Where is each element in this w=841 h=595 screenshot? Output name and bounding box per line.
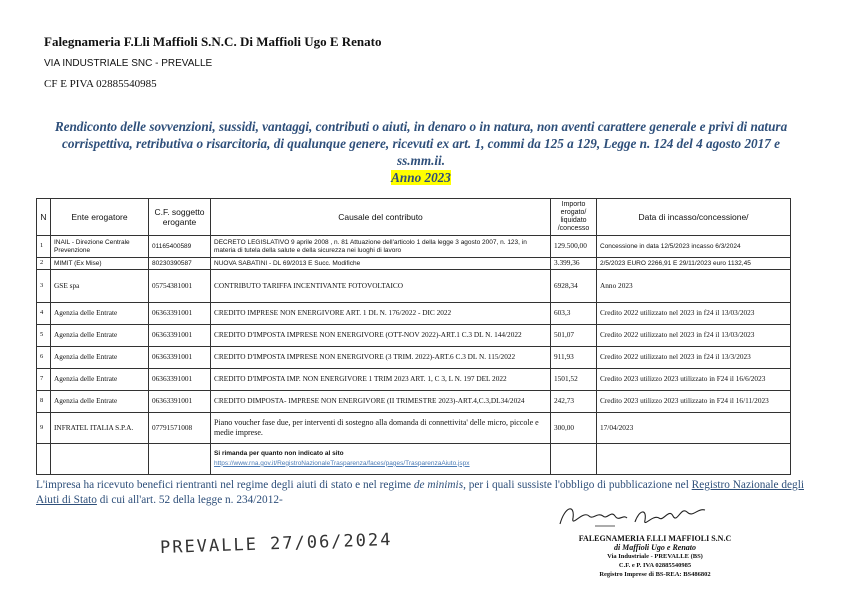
- row-importo: 501,07: [551, 325, 597, 347]
- stamp-line-1: FALEGNAMERIA F.LLI MAFFIOLI S.N.C: [578, 534, 732, 543]
- row-importo: 603,3: [551, 303, 597, 325]
- row-data: Credito 2022 utilizzato nel 2023 in f24 il 13/03/2023: [597, 303, 791, 325]
- row-n: 4: [37, 303, 51, 325]
- row-causale: NUOVA SABATINI - DL 69/2013 E Succ. Modifiche: [211, 258, 551, 270]
- row-ente: Agenzia delle Entrate: [51, 303, 149, 325]
- title-text: Rendiconto delle sovvenzioni, sussidi, vantaggi, contributi o aiuti, in denaro o in natura, non aventi carattere generale e privi di natura corrispettiva, retributiva o risarcitoria, di qualunque genere, ricevuti ex art. 1, commi da 125 a 129, Legge n. 124 del 4 agosto 2017 e ss.mm.ii.: [54, 119, 788, 168]
- note-italic: de minimis: [413, 479, 464, 491]
- row-data: 17/04/2023: [597, 413, 791, 444]
- rna-link[interactable]: https://www.rna.gov.it/RegistroNazionaleTrasparenza/faces/pages/TrasparenzaAiuto.jspx: [214, 459, 470, 467]
- row-data: Credito 2022 utilizzato nel 2023 in f24 il 13/3/2023: [597, 347, 791, 369]
- empty-cell: [51, 444, 149, 475]
- empty-cell: [37, 444, 51, 475]
- row-data: 2/5/2023 EURO 2266,91 E 29/11/2023 euro 1132,45: [597, 258, 791, 270]
- row-ente: Agenzia delle Entrate: [51, 369, 149, 391]
- row-data: Anno 2023: [597, 270, 791, 303]
- header-n: N: [37, 199, 51, 236]
- table-row: [37, 347, 791, 369]
- row-n: 9: [37, 413, 51, 444]
- row-ente: INAIL - Direzione Centrale Prevenzione: [51, 236, 149, 258]
- row-data: Concessione in data 12/5/2023 incasso 6/3/2024: [597, 236, 791, 258]
- row-n: 7: [37, 369, 51, 391]
- row-importo: 911,93: [551, 347, 597, 369]
- row-importo: 6928,34: [551, 270, 597, 303]
- row-causale: CREDITO D'IMPOSTA IMPRESE NON ENERGIVORE (OTT-NOV 2022)-ART.1 C.3 DL N. 144/2022: [211, 325, 551, 347]
- row-n: 2: [37, 258, 51, 270]
- row-causale: CREDITO D'IMPOSTA IMPRESE NON ENERGIVORE (3 TRIM. 2022)-ART.6 C.3 DL N. 115/2022: [211, 347, 551, 369]
- table-row: [37, 270, 791, 303]
- reference-label: Si rimanda per quanto non indicato al sito: [214, 450, 344, 458]
- row-ente: INFRATEL ITALIA S.P.A.: [51, 413, 149, 444]
- document-title: [40, 118, 802, 186]
- row-n: 3: [37, 270, 51, 303]
- table-row: [37, 413, 791, 444]
- row-causale: Piano voucher fase due, per interventi di sostegno alla domanda di connettivita' delle micro, piccole e medie imprese.: [211, 413, 551, 444]
- table-row: [37, 325, 791, 347]
- row-cf: 06363391001: [149, 303, 211, 325]
- row-cf: 05754381001: [149, 270, 211, 303]
- row-importo: 129.500,00: [551, 236, 597, 258]
- row-n: 6: [37, 347, 51, 369]
- handwritten-date: PREVALLE 27/06/2024: [159, 529, 393, 559]
- row-causale: CREDITO D'IMPOSTA IMP. NON ENERGIVORE 1 TRIM 2023 ART. 1, C 3, L N. 197 DEL 2022: [211, 369, 551, 391]
- header-cf: C.F. soggetto erogante: [149, 199, 211, 236]
- header-importo: Importo erogato/ liquidato /concesso: [551, 199, 597, 236]
- note-part3: di cui all'art. 52 della legge n. 234/2012-: [96, 494, 283, 506]
- row-n: 1: [37, 236, 51, 258]
- row-causale: CONTRIBUTO TARIFFA INCENTIVANTE FOTOVOLTAICO: [211, 270, 551, 303]
- row-cf: 06363391001: [149, 347, 211, 369]
- table-row-note: [37, 444, 791, 475]
- row-causale: CREDITO DIMPOSTA- IMPRESE NON ENERGIVORE (II TRIMESTRE 2023)-ART.4,C.3,DL34/2024: [211, 391, 551, 413]
- header-ente: Ente erogatore: [51, 199, 149, 236]
- row-cf: 06363391001: [149, 369, 211, 391]
- header-data: Data di incasso/concessione/: [597, 199, 791, 236]
- empty-cell: [149, 444, 211, 475]
- row-ente: GSE spa: [51, 270, 149, 303]
- company-stamp: [565, 534, 745, 579]
- empty-cell: [597, 444, 791, 475]
- title-year: Anno 2023: [391, 170, 451, 185]
- row-cf: 06363391001: [149, 325, 211, 347]
- row-importo: 1501,52: [551, 369, 597, 391]
- empty-cell: [551, 444, 597, 475]
- row-ente: Agenzia delle Entrate: [51, 347, 149, 369]
- row-data: Credito 2023 utilizzo 2023 utilizzato in F24 il 16/6/2023: [597, 369, 791, 391]
- company-address: VIA INDUSTRIALE SNC - PREVALLE: [44, 58, 213, 69]
- row-ente: Agenzia delle Entrate: [51, 391, 149, 413]
- row-n: 8: [37, 391, 51, 413]
- row-cf: 07791571008: [149, 413, 211, 444]
- table-row: [37, 303, 791, 325]
- table-header-row: [37, 199, 791, 236]
- grants-table: [36, 198, 791, 475]
- row-data: Credito 2023 utilizzo 2023 utilizzato in F24 il 16/11/2023: [597, 391, 791, 413]
- table-row: [37, 369, 791, 391]
- row-ente: Agenzia delle Entrate: [51, 325, 149, 347]
- row-importo: 3.399,36: [551, 258, 597, 270]
- note-part2: , per i quali sussiste l'obbligo di pubblicazione nel: [463, 479, 692, 491]
- row-cf: 06363391001: [149, 391, 211, 413]
- company-name: Falegnameria F.Lli Maffioli S.N.C. Di Maffioli Ugo E Renato: [44, 34, 382, 49]
- row-causale: CREDITO IMPRESE NON ENERGIVORE ART. 1 DL N. 176/2022 - DIC 2022: [211, 303, 551, 325]
- company-vat: CF E PIVA 02885540985: [44, 78, 157, 90]
- note-part1: L'impresa ha ricevuto benefici rientranti nel regime degli aiuti di stato e nel regime: [36, 479, 414, 491]
- stamp-line-5: Registro Imprese di BS-REA: BS486802: [599, 571, 711, 578]
- stamp-line-2: di Maffioli Ugo e Renato: [613, 543, 697, 552]
- header-causale: Causale del contributo: [211, 199, 551, 236]
- table-row: [37, 391, 791, 413]
- row-importo: 300,00: [551, 413, 597, 444]
- registry-link[interactable]: Registro Nazionale degli Aiuti di Stato: [36, 479, 804, 506]
- row-n: 5: [37, 325, 51, 347]
- stamp-line-3: Via Industriale - PREVALLE (BS): [607, 553, 703, 560]
- row-cf: 80230390587: [149, 258, 211, 270]
- stamp-line-4: C.F. e P. IVA 02885540985: [618, 562, 692, 569]
- row-cf: 01165400589: [149, 236, 211, 258]
- row-ente: MIMIT (Ex Mise): [51, 258, 149, 270]
- handwritten-signature: [555, 496, 715, 536]
- table-row: [37, 258, 791, 270]
- reference-cell: [211, 444, 551, 475]
- row-importo: 242,73: [551, 391, 597, 413]
- row-causale: DECRETO LEGISLATIVO 9 aprile 2008 , n. 81 Attuazione dell'articolo 1 della legge 3 agosto 2007, n. 123, in materia di tutela della salute e della sicurezza nei luoghi di lavoro: [211, 236, 551, 258]
- row-data: Credito 2022 utilizzato nel 2023 in f24 il 13/03/2023: [597, 325, 791, 347]
- table-row: [37, 236, 791, 258]
